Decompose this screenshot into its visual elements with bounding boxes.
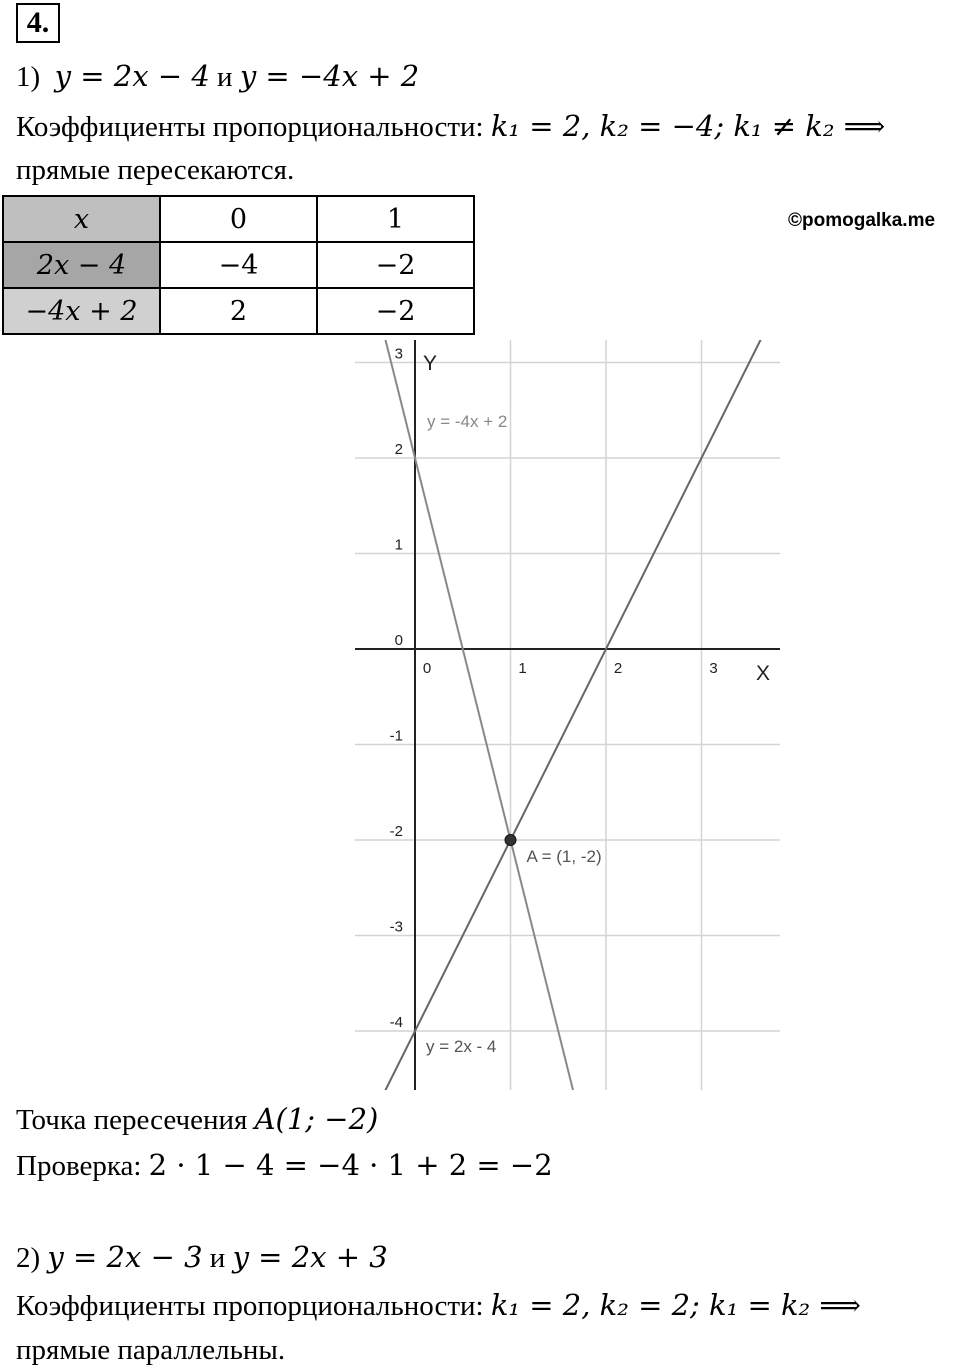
table-cell: 2x − 4 [3, 242, 160, 288]
axes [355, 340, 780, 1090]
y-tick-label: 1 [394, 536, 403, 554]
part2-coef-math: k₁ = 2, k₂ = 2; k₁ = k₂ ⟹ [490, 1288, 861, 1322]
check-math: 2 · 1 − 4 = −4 · 1 + 2 = −2 [148, 1148, 553, 1182]
series-line [358, 229, 778, 1369]
check-text: Проверка: [16, 1150, 142, 1182]
series-lines [358, 229, 778, 1369]
table-cell: −2 [317, 242, 474, 288]
tick-labels [390, 346, 770, 1032]
x-tick-label: 3 [709, 660, 718, 677]
table-cell: −4 [160, 242, 317, 288]
part2-equations [16, 1239, 388, 1276]
part1-conclusion: прямые пересекаются. [16, 154, 295, 186]
part1-coef-prefix: Коэффициенты пропорциональности: [16, 111, 484, 143]
x-tick-label: 2 [613, 660, 623, 677]
table-cell: 0 [160, 196, 317, 242]
x-tick-label: 1 [518, 660, 527, 677]
intersection-line [16, 1101, 378, 1138]
y-tick-label: -4 [389, 1014, 403, 1031]
part1-coef-math: k₁ = 2, k₂ = −4; k₁ ≠ k₂ ⟹ [490, 109, 886, 143]
part2-eq2: y = 2x + 3 [232, 1240, 388, 1274]
y-tick-label: -1 [389, 727, 403, 745]
table-cell: x [3, 196, 160, 242]
part1-eq1: y = 2x − 4 [54, 59, 210, 93]
part2-coefficients [16, 1287, 861, 1324]
intersection-math: A(1; −2) [254, 1102, 379, 1136]
point-label: A = (1, -2) [526, 847, 602, 866]
part1-conj: и [217, 61, 233, 93]
y-axis-label: Y [423, 352, 438, 375]
table-cell: 1 [317, 196, 474, 242]
watermark: ©pomogalka.me [788, 210, 936, 231]
series-labels [426, 412, 507, 1056]
table-cell: 2 [160, 288, 317, 334]
series-label: y = -4x + 2 [427, 412, 508, 431]
part1-eq2: y = −4x + 2 [239, 59, 420, 93]
x-tick-label: 0 [422, 660, 432, 677]
check-line [16, 1147, 553, 1184]
y-tick-label: -3 [389, 918, 403, 936]
part2-conclusion: прямые параллельны. [16, 1334, 286, 1366]
part2-label: 2) [16, 1242, 41, 1274]
y-tick-label: 0 [394, 632, 403, 649]
y-tick-label: 2 [394, 441, 403, 458]
problem-number: 4. [16, 3, 60, 43]
part2-conj: и [209, 1242, 226, 1274]
points [505, 835, 602, 867]
y-tick-label: -2 [389, 823, 403, 840]
part1-label: 1) [16, 61, 41, 93]
y-tick-label: 3 [394, 345, 403, 363]
series-line [358, 305, 778, 1145]
table-cell: −2 [317, 288, 474, 334]
intersection-text: Точка пересечения [16, 1104, 248, 1136]
part2-coef-prefix: Коэффициенты пропорциональности: [16, 1290, 484, 1322]
table-cell: −4x + 2 [3, 288, 160, 334]
point-marker [505, 835, 516, 846]
grid-lines [355, 340, 780, 1090]
x-axis-label: X [755, 662, 771, 685]
series-label: y = 2x - 4 [426, 1037, 497, 1056]
part2-eq1: y = 2x − 3 [47, 1240, 203, 1274]
